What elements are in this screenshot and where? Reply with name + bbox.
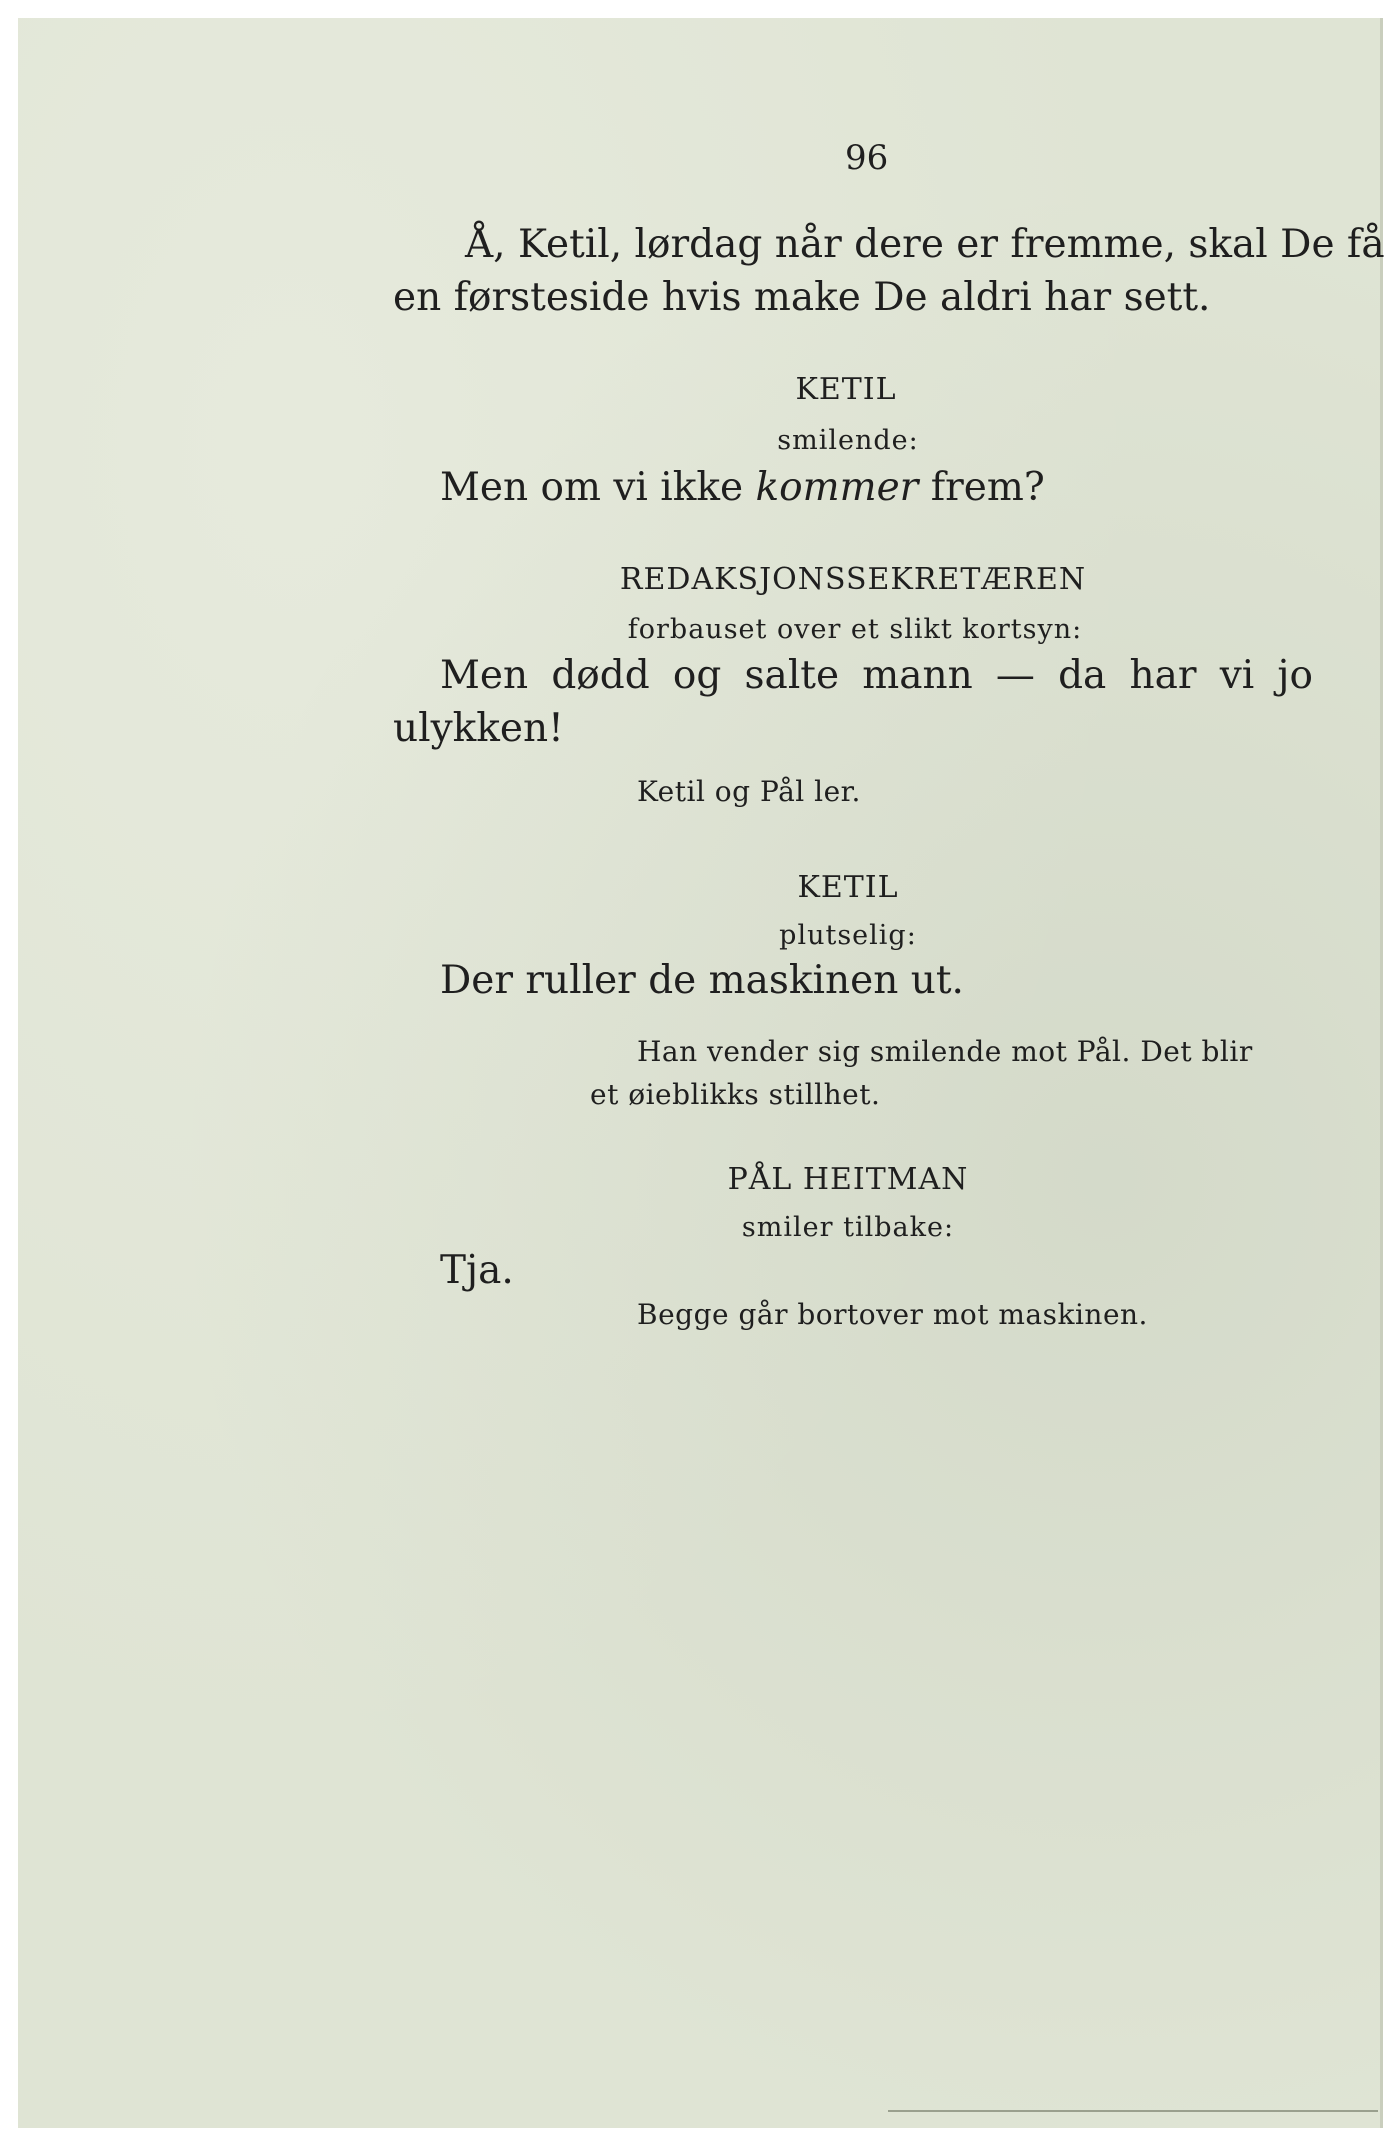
stage-direction: smilende: <box>777 425 919 456</box>
word: salte <box>744 653 840 698</box>
page-edge-mark <box>888 2110 1378 2112</box>
dialogue-line: en førsteside hvis make De aldri har sett. <box>393 275 1211 320</box>
dialogue-emphasis: kommer <box>755 465 919 510</box>
stage-direction: Ketil og Pål ler. <box>637 775 861 808</box>
dialogue-line: Tja. <box>440 1248 514 1293</box>
book-page <box>18 18 1383 2128</box>
dialogue-text: frem? <box>918 465 1045 510</box>
stage-direction: smiler tilbake: <box>741 1212 955 1243</box>
word: jo <box>1277 653 1313 698</box>
word: mann <box>862 653 973 698</box>
dialogue-line: ulykken! <box>393 706 564 751</box>
stage-direction: Begge går bortover mot maskinen. <box>637 1298 1148 1331</box>
stage-direction: forbauset over et slikt kortsyn: <box>627 614 1083 645</box>
word: vi <box>1219 653 1255 698</box>
page-number: 96 <box>845 138 889 178</box>
word: da <box>1058 653 1107 698</box>
stage-direction: Han vender sig smilende mot Pål. Det blir <box>637 1035 1253 1068</box>
word: dødd <box>551 653 650 698</box>
dialogue-line: Å, Ketil, lørdag når dere er fremme, skal De få <box>465 222 1385 267</box>
word: Men <box>440 653 529 698</box>
word: — <box>995 653 1035 698</box>
speaker-name: REDAKSJONSSEKRETÆREN <box>619 562 1087 597</box>
word: har <box>1129 653 1197 698</box>
speaker-name: KETIL <box>795 372 897 407</box>
speaker-name: PÅL HEITMAN <box>727 1162 969 1197</box>
stage-direction: plutselig: <box>779 920 917 951</box>
dialogue-text: Men om vi ikke <box>440 465 756 510</box>
stage-direction: et øieblikks stillhet. <box>590 1078 881 1111</box>
dialogue-line <box>440 465 1045 510</box>
dialogue-line <box>440 653 1313 698</box>
word: og <box>672 653 722 698</box>
dialogue-line: Der ruller de maskinen ut. <box>440 958 964 1003</box>
speaker-name: KETIL <box>797 870 899 905</box>
